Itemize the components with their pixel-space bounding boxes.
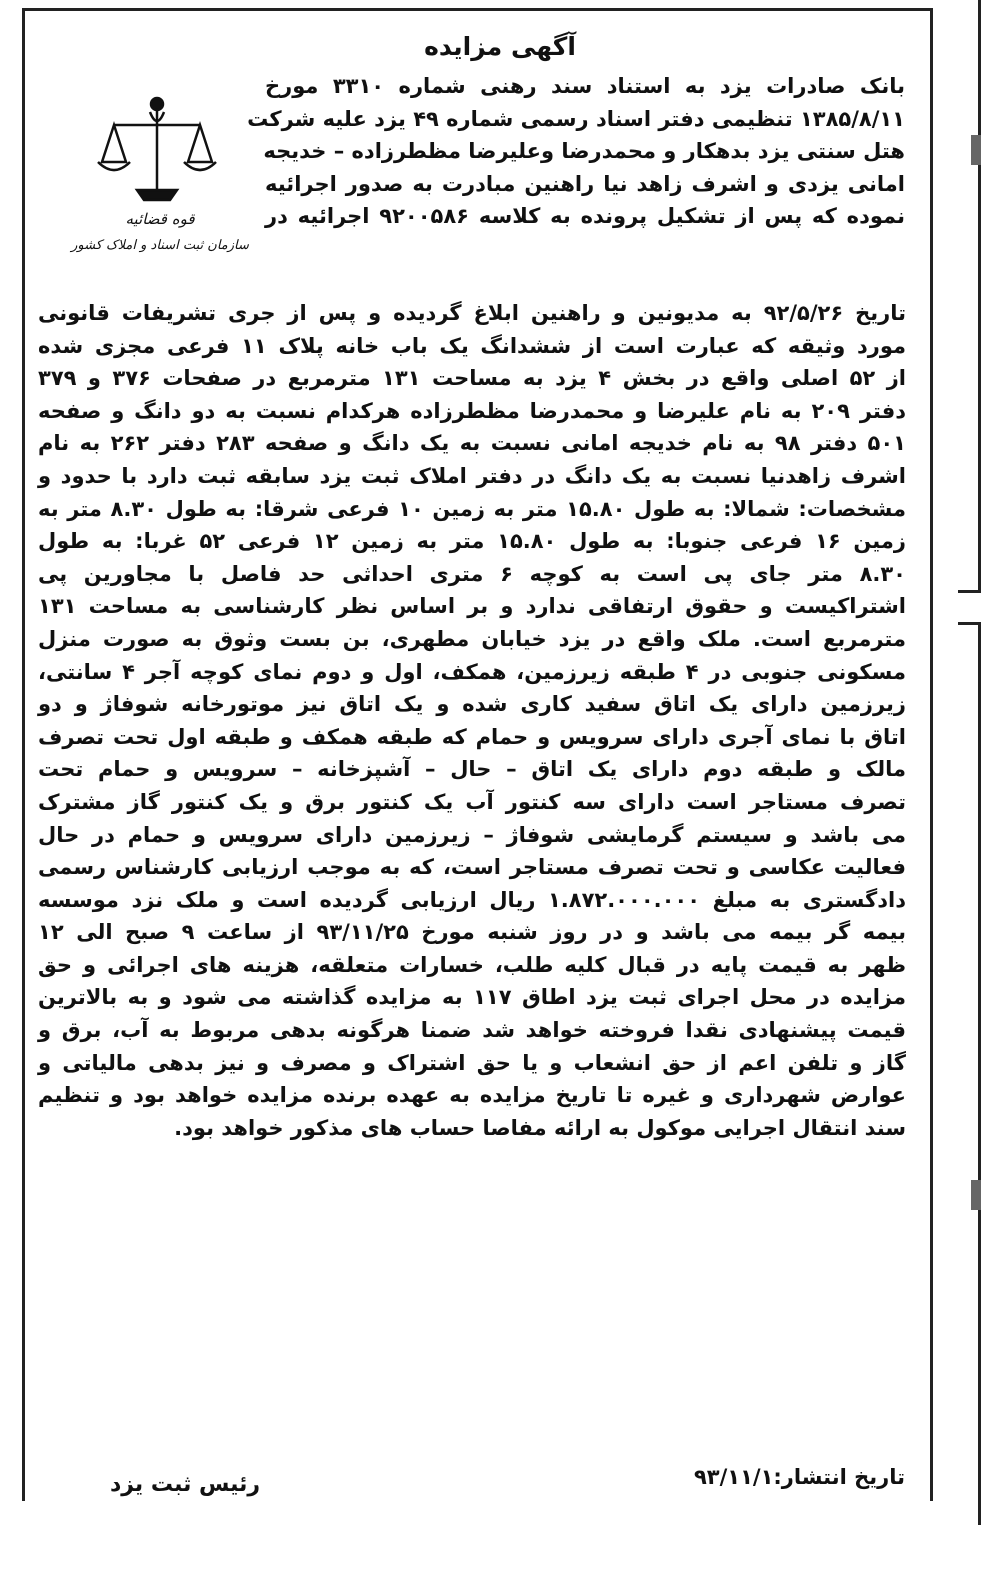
- scales-of-justice-icon: [92, 90, 222, 205]
- body-line: اشرف زاهدنیا نسبت به یک دانگ در دفتر املاک ثبت یزد سابقه ثبت دارد با حدود و: [38, 463, 906, 488]
- body-line: بیمه گر بیمه می باشد و در روز شنبه مورخ ۹۳/۱۱/۲۵ از ساعت ۹ صبح الی ۱۲: [38, 920, 906, 945]
- body-line: ۱۳۸۵/۸/۱۱ تنظیمی دفتر اسناد رسمی شماره ۴۹ یزد علیه شرکت: [247, 106, 905, 131]
- body-line: سند انتقال اجرایی موکول به ارائه مفاصا حساب های مذکور خواهد بود.: [174, 1115, 906, 1140]
- judiciary-emblem: [70, 90, 250, 275]
- notice-body-main: [38, 297, 906, 1144]
- body-line: بانک صادرات یزد به استناد سند رهنی شماره ۳۳۱۰ مورخ: [265, 74, 905, 98]
- body-line: تصرف مستاجر است دارای سه کنتور آب یک کنتور برق و یک کنتور گاز مشترک: [38, 789, 906, 814]
- body-line: مزایده در محل اجرای ثبت یزد اطاق ۱۱۷ به مزایده گذاشته می شود و به بالاترین: [38, 985, 906, 1010]
- body-line: اشتراکیست و حقوق ارتفاقی ندارد و بر اساس نظر کارشناسی به مساحت ۱۳۱: [38, 594, 906, 619]
- body-line: مشخصات: شمالا: به طول ۱۵.۸۰ متر به زمین ۱۰ فرعی شرقا: به طول ۸.۳۰ متر به: [38, 496, 906, 521]
- body-line: اتاق با نمای آجری دارای سرویس و حمام که طبقه همکف و طبقه اول تحت تصرف: [38, 724, 906, 749]
- body-line: دفتر ۲۰۹ به نام علیرضا و محمدرضا مظطرزاده هرکدام نسبت به دو دانگ و صفحه: [38, 398, 906, 423]
- body-line: ۵۰۱ دفتر ۹۸ به نام خدیجه امانی نسبت به یک دانگ و صفحه ۲۸۳ دفتر ۲۶۲ به نام: [38, 431, 906, 456]
- body-line: نموده که پس از تشکیل پرونده به کلاسه ۹۲۰۰۵۸۶ اجرائیه در: [265, 204, 905, 229]
- body-line: می باشد و سیستم گرمایشی شوفاژ – زیرزمین دارای سرویس و حمام در حال: [38, 822, 906, 847]
- body-line: مالک و طبقه دوم دارای یک اتاق – حال – آشپزخانه – سرویس و حمام تحت: [38, 757, 906, 782]
- body-line: عوارض شهرداری و غیره تا تاریخ مزایده به عهده برنده مزایده خواهد بود و تنظیم: [38, 1083, 906, 1108]
- body-line: ظهر به قیمت پایه در قبال کلیه طلب، خسارات متعلقه، هزینه های اجرائی و حق: [38, 952, 906, 977]
- body-line: گاز و تلفن اعم از حق انشعاب و یا حق اشتراک و مصرف و نیز بدهی مالیاتی و: [38, 1050, 906, 1075]
- notice-body-intro: [247, 70, 905, 233]
- emblem-name: قوه قضائیه: [125, 210, 195, 228]
- body-line: زیرزمین دارای یک اتاق سفید کاری شده و یک اتاق نیز موتورخانه شوفاژ و دو: [38, 692, 906, 717]
- body-line: مورد وثیقه که عبارت است از ششدانگ یک باب خانه پلاک ۱۱ فرعی مجزی شده: [38, 333, 906, 358]
- body-line: مترمربع است. ملک واقع در یزد خیابان مطهری، بن بست وثوق به صورت منزل: [38, 626, 906, 651]
- publish-date: تاریخ انتشار:۹۳/۱۱/۱: [693, 1465, 905, 1489]
- signature: رئیس ثبت یزد: [109, 1472, 261, 1497]
- body-line: فعالیت عکاسی و تحت تصرف مستاجر است، که به موجب ارزیابی کارشناس رسمی: [38, 855, 906, 880]
- body-line: ۸.۳۰ متر جای پی است به کوچه ۶ متری احداثی حد فاصل با مجاورین پی: [38, 561, 906, 586]
- adjacent-ad-border-bottom: [958, 622, 981, 1525]
- emblem-organization: سازمان ثبت اسناد و املاک کشور: [71, 238, 249, 253]
- body-line: تاریخ ۹۲/۵/۲۶ به مدیونین و راهنین ابلاغ گردیده و پس از جری تشریفات قانونی: [38, 301, 906, 325]
- notice-title: آگهی مزایده: [424, 32, 576, 61]
- body-line: دادگستری به مبلغ ۱.۸۷۲.۰۰۰.۰۰۰ ریال ارزیابی گردیده است و ملک نزد موسسه: [38, 887, 906, 912]
- body-line: مسکونی جنوبی در ۴ طبقه زیرزمین، همکف، اول و دوم نمای کوچه آجر ۴ سانتی،: [38, 659, 907, 684]
- body-line: زمین ۱۶ فرعی جنوبا: به طول ۱۵.۸۰ متر به زمین ۱۲ فرعی ۵۲ غربا: به طول: [38, 529, 906, 554]
- body-line: از ۵۲ اصلی واقع در بخش ۴ یزد به مساحت ۱۳۱ مترمربع در صفحات ۳۷۶ و ۳۷۹: [38, 366, 906, 391]
- body-line: قیمت پیشنهادی نقدا فروخته خواهد شد ضمنا هرگونه بدهی مربوط به آب، برق و: [38, 1018, 906, 1043]
- adjacent-ad-border-top: [958, 0, 981, 593]
- body-line: هتل سنتی یزد بدهکار و محمدرضا وعلیرضا مظطرزاده – خدیجه: [263, 139, 905, 164]
- body-line: امانی یزدی و اشرف زاهد نیا راهنین مبادرت به صدور اجرائیه: [265, 171, 905, 196]
